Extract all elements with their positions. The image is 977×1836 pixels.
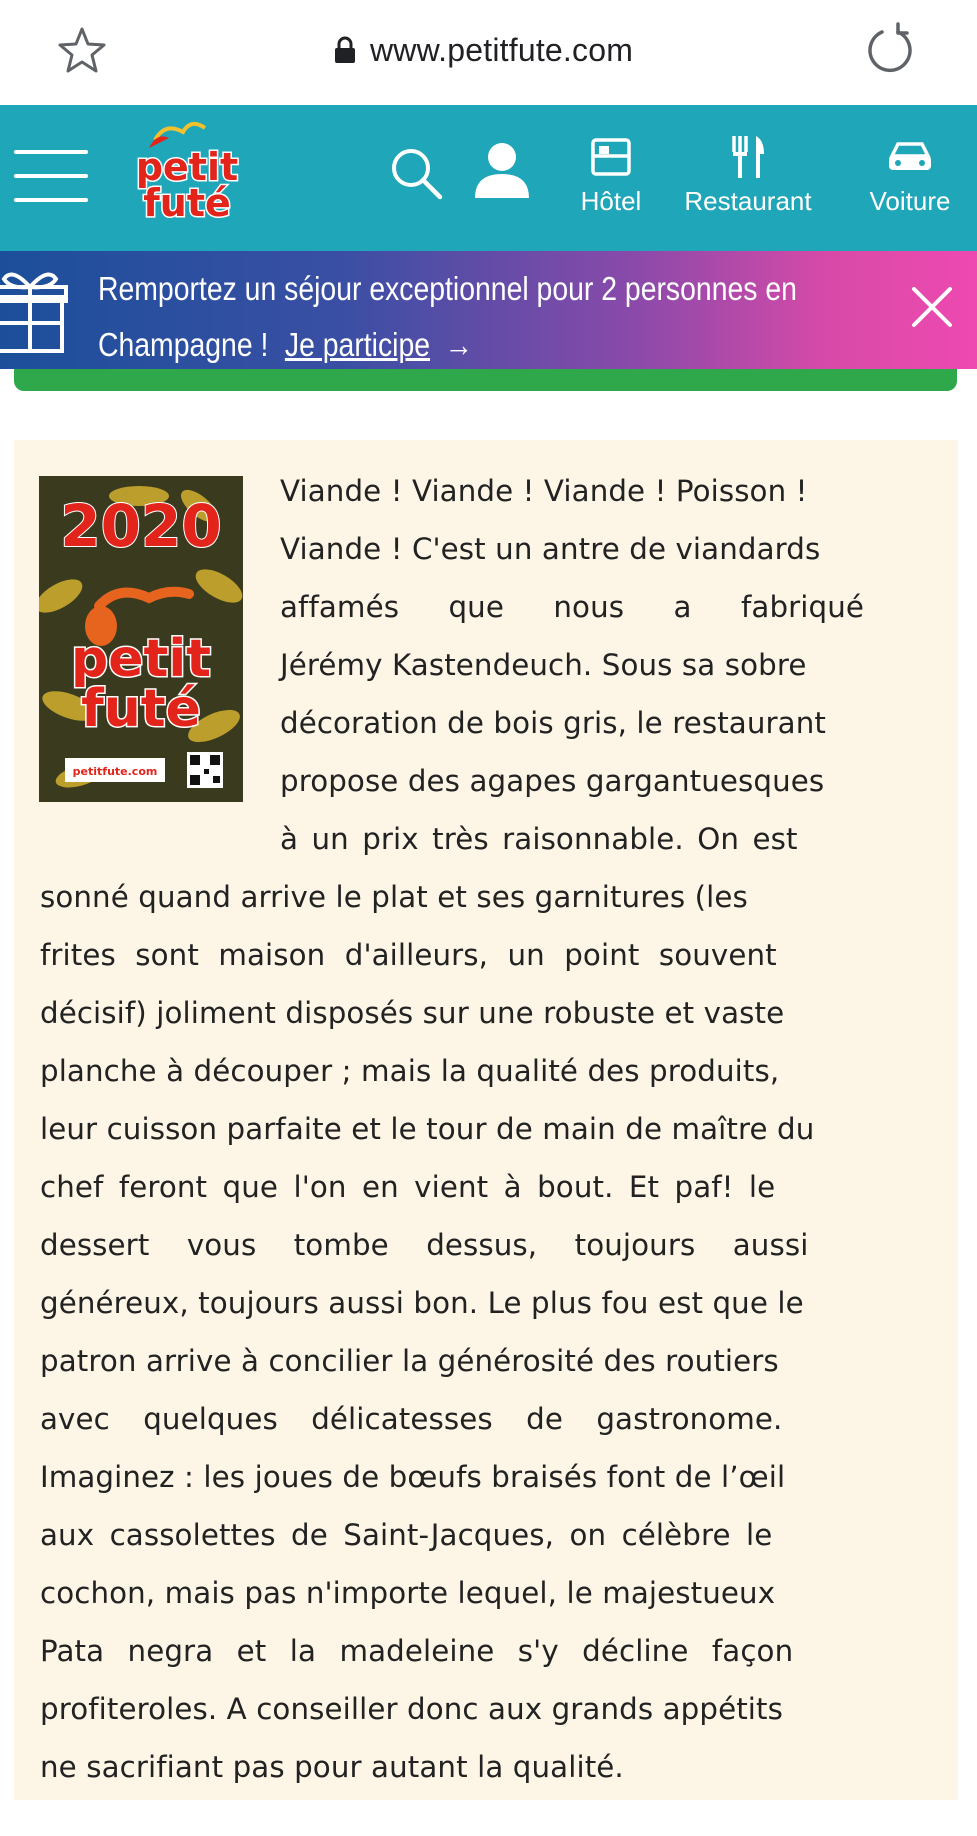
svg-text:2020: 2020 [60, 492, 222, 560]
article-line: chef feront que l'on en vient à bout. Et paf! le [40, 1170, 776, 1204]
car-icon [886, 134, 934, 180]
nav-hotel[interactable]: Hôtel [568, 130, 654, 230]
article-line: patron arrive à concilier la générosité des routiers [40, 1344, 779, 1378]
petit-fute-logo[interactable] [125, 118, 249, 230]
article-line: affamés que nous a fabriqué [280, 590, 865, 624]
article-line: à un prix très raisonnable. On est [280, 822, 798, 856]
gift-icon [0, 265, 70, 355]
green-accent-strip [14, 369, 957, 391]
bed-icon [589, 134, 633, 180]
article-line: Viande ! Viande ! Viande ! Poisson ! [280, 474, 808, 508]
url-text: www.petitfute.com [370, 31, 634, 68]
article-line: Viande ! C'est un antre de viandards [280, 532, 821, 566]
article-line: dessert vous tombe dessus, toujours aussi [40, 1228, 809, 1262]
bookmark-star-icon[interactable] [56, 25, 108, 77]
article-line: Jérémy Kastendeuch. Sous sa sobre [280, 648, 807, 682]
svg-text:petit: petit [70, 629, 212, 689]
close-icon[interactable] [908, 283, 956, 331]
promo-participate-link[interactable]: Je participe [284, 326, 431, 363]
article-line: leur cuisson parfaite et le tour de main de maître du [40, 1112, 815, 1146]
lock-icon [334, 36, 356, 64]
article-line: aux cassolettes de Saint-Jacques, on célèbre le [40, 1518, 773, 1552]
promo-banner[interactable] [0, 251, 977, 369]
article-line: cochon, mais pas n'importe lequel, le majestueux [40, 1576, 776, 1610]
cutlery-icon [730, 134, 766, 180]
search-icon[interactable] [388, 145, 444, 201]
reload-icon[interactable] [862, 22, 918, 78]
article-line: décisif) joliment disposés sur une robuste et vaste [40, 996, 785, 1030]
article-line: sonné quand arrive le plat et ses garnitures (les [40, 880, 748, 914]
article-line: généreux, toujours aussi bon. Le plus fou est que le [40, 1286, 804, 1320]
article-line: décoration de bois gris, le restaurant [280, 706, 826, 740]
nav-restaurant[interactable]: Restaurant [676, 130, 820, 230]
promo-line-1: Remportez un séjour exceptionnel pour 2 personnes en [98, 270, 797, 307]
svg-text:futé: futé [143, 181, 231, 225]
svg-text:petitfute.com: petitfute.com [72, 765, 158, 778]
nav-voiture[interactable]: Voiture [848, 130, 972, 230]
article-line: Imaginez : les joues de bœufs braisés font de l’œil [40, 1460, 786, 1494]
user-account-icon[interactable] [473, 140, 531, 200]
svg-text:futé: futé [81, 679, 201, 739]
promo-line-2: Champagne ! [98, 326, 269, 363]
article-line: avec quelques délicatesses de gastronome. [40, 1402, 783, 1436]
article-line: planche à découper ; mais la qualité des produits, [40, 1054, 780, 1088]
article-text [40, 462, 934, 1796]
arrow-right-icon: → [444, 326, 474, 363]
svg-text:petit: petit [135, 145, 239, 189]
browser-url-bar [0, 0, 977, 105]
article-line: propose des agapes gargantuesques [280, 764, 825, 798]
address-field[interactable] [334, 27, 633, 73]
menu-icon[interactable] [14, 150, 88, 206]
article-line: ne sacrifiant pas pour autant la qualité. [40, 1750, 624, 1784]
article-line: profiteroles. A conseiller donc aux grands appétits [40, 1692, 783, 1726]
article-line: Pata negra et la madeleine s'y décline façon [40, 1634, 794, 1668]
promo-text [98, 261, 877, 373]
article-line: frites sont maison d'ailleurs, un point souvent [40, 938, 777, 972]
